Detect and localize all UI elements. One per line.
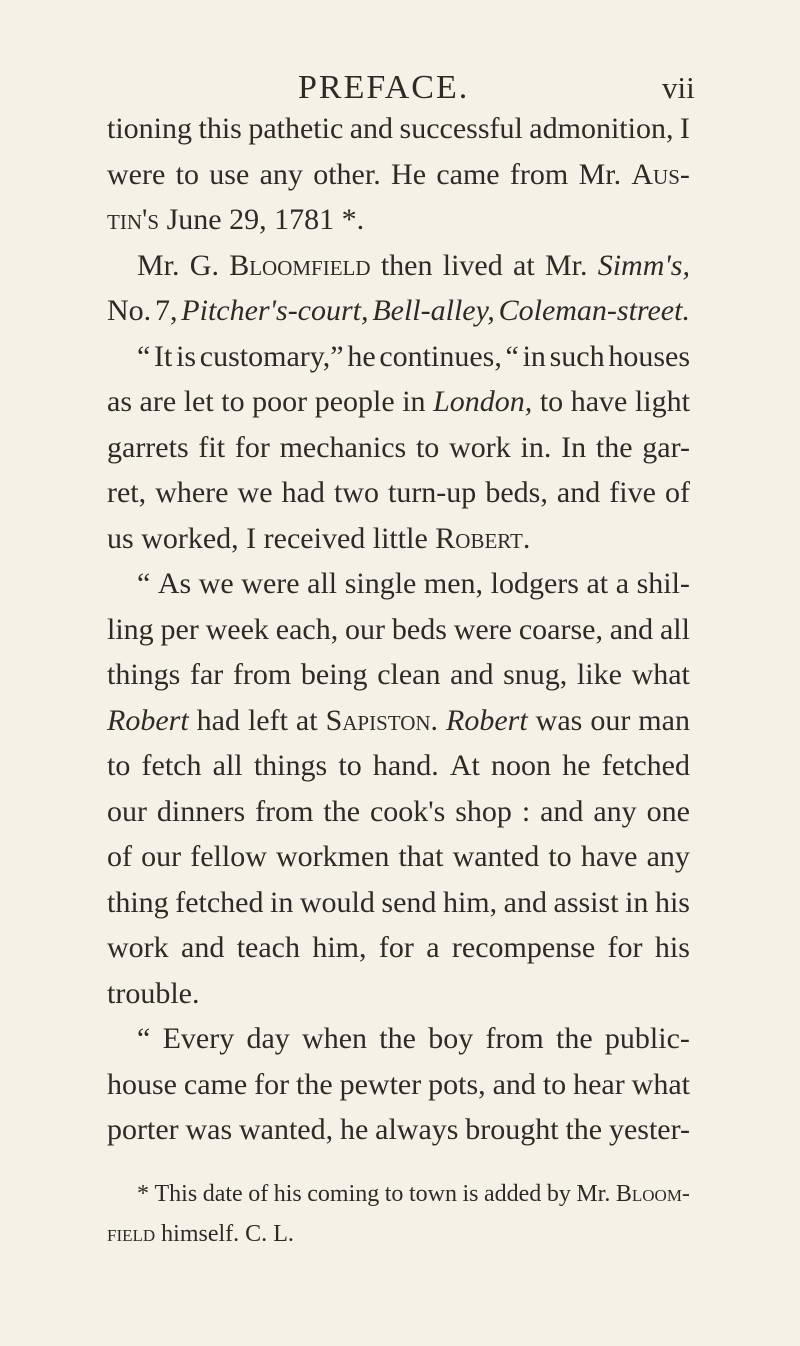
word: other. [313,157,381,191]
word: garrets [107,430,189,464]
text-line [107,561,690,607]
word: Robert [107,703,189,737]
word: poor [252,385,308,418]
word: work [107,931,169,964]
word: ret, [107,476,147,509]
word: received [263,521,366,555]
text-line [107,880,690,926]
word: at [586,567,609,600]
text-line [107,106,690,152]
text-line [107,334,690,380]
word: wanted, [238,1113,334,1146]
word: would [299,885,375,919]
word: and [450,658,494,691]
text-line [107,152,690,198]
word: public- [604,1022,690,1055]
word: of [107,840,132,873]
text-line [107,197,690,243]
word: five [609,476,656,509]
word: far [190,658,224,691]
word: Pitcher's-court, [181,294,369,327]
word: 7, [154,294,178,327]
word: man [638,703,690,737]
word: At [449,749,480,782]
word: “ [137,339,151,373]
word: us [107,521,134,555]
word: assist [553,885,619,919]
running-title: PREFACE. [298,69,470,106]
word: admonition, [529,112,674,145]
word: house [107,1067,177,1101]
word: lodgers [490,567,579,600]
word: always [375,1113,459,1146]
word: I [246,521,257,555]
word: himself. [161,1221,240,1247]
word: Robert [446,703,528,737]
word: teach [236,931,300,964]
word: were [453,612,512,646]
word: is [176,339,197,373]
word: beds [391,612,447,646]
word: any [259,157,303,191]
word: No. [107,294,152,327]
word: trouble. [107,976,200,1010]
word: lived [442,248,503,282]
word: all [212,749,243,782]
word: came [436,157,500,191]
word: where [155,476,229,509]
word: 1781 [274,203,335,236]
word: of [248,1181,269,1207]
word: and [540,794,584,828]
word: in [402,385,426,418]
word: he [347,339,376,373]
word: as [107,385,132,418]
word: town [408,1181,457,1207]
word: * [137,1181,149,1207]
page-number: vii [662,70,695,105]
text-line [107,789,690,835]
word: are [139,385,177,418]
text-line [107,1016,690,1062]
word: dinners [156,794,246,828]
word: tin's [107,203,160,236]
word: to [107,749,131,782]
word: what [631,1067,690,1101]
word: to [384,1181,404,1207]
text-line [107,971,690,1017]
word: recompense [451,931,596,964]
word: is [462,1181,479,1207]
word: : [521,794,531,828]
word: to [539,385,564,418]
text-line [107,243,690,289]
word: things [107,658,181,691]
word: have [570,385,628,418]
word: field [107,1221,156,1247]
text-line [107,607,690,653]
word: this [198,112,242,145]
word: people [314,385,395,418]
word: each, [275,612,339,646]
word: the [296,1067,333,1101]
word: noon [491,749,552,782]
word: coarse, [518,612,603,646]
word: the [379,1022,416,1055]
word: gar- [642,430,690,464]
word: the [565,1113,603,1146]
word: were [107,157,166,191]
word: in [270,885,294,919]
text-line [107,470,690,516]
word: in [522,339,546,373]
word: for [234,430,270,464]
word: boy [428,1022,474,1055]
word: had [281,476,325,509]
word: to [338,749,362,782]
word: coming [307,1181,380,1207]
word: any [646,840,690,873]
word: him, [312,931,367,964]
word: Bell-alley, [372,294,495,327]
word: shil- [636,567,690,600]
word: such [549,339,605,373]
word: little [372,521,428,555]
word: things [253,749,328,782]
word: then [380,248,433,282]
word: being [300,658,368,691]
text-line [107,288,690,334]
word: shop [455,794,512,828]
word: our [107,794,147,828]
word: of [664,476,690,509]
word: a [426,931,440,964]
word: came [183,1067,248,1101]
word: was [535,703,583,737]
word: I [679,112,690,145]
word: tioning [107,112,193,145]
word: the [323,794,361,828]
word: Mr. [137,248,180,282]
word: when [302,1022,368,1055]
word: This [154,1181,198,1207]
word: ling [107,612,154,646]
word: were [241,567,300,600]
word: our [141,840,182,873]
body-text [107,106,690,1153]
word: “ [137,1022,151,1055]
word: fetch [141,749,202,782]
word: “ [137,567,151,600]
word: wanted [452,840,540,873]
word: fetched [175,885,264,919]
text-line [107,516,690,562]
word: *. [341,203,365,236]
word: fetched [601,749,690,782]
word: he [562,749,591,782]
word: single [344,567,417,600]
word: London, [433,385,533,418]
word: to [415,430,440,464]
word: brought [465,1113,559,1146]
text-line [107,834,690,880]
word: hand. [372,749,439,782]
word: by [546,1181,571,1207]
word: from [509,157,569,191]
word: hear [573,1067,625,1101]
word: 29, [229,203,267,236]
word: In [561,430,587,464]
word: fellow [190,840,267,873]
word: successful [399,112,523,145]
word: our [345,612,386,646]
word: one [646,794,690,828]
word: had [196,703,240,737]
word: and [503,885,547,919]
word: Robert. [435,521,531,555]
running-head [0,68,800,108]
word: to [221,385,245,418]
word: we [237,476,273,509]
word: clean [377,658,441,691]
word: he [339,1113,369,1146]
word: have [580,840,638,873]
word: Mr. [578,157,622,191]
word: two [333,476,379,509]
word: we [198,567,234,600]
word: work [449,430,511,464]
word: the [556,1022,593,1055]
text-line [107,1107,690,1153]
word: “ [505,339,519,373]
word: what [631,658,690,691]
word: for [378,931,414,964]
word: pots, [428,1067,486,1101]
word: men, [423,567,484,600]
word: was [185,1113,233,1146]
word: all [659,612,690,646]
word: thing [107,885,169,919]
word: let [183,385,214,418]
word: left [247,703,288,737]
word: from [232,658,292,691]
word: for [607,931,643,964]
word: his [273,1181,302,1207]
text-line [107,925,690,971]
footnotes [107,1174,690,1254]
word: at [513,248,535,282]
footnote-line [107,1174,690,1214]
word: all [307,567,338,600]
word: continues, [379,339,502,373]
word: Mr. [544,248,588,282]
word: to [548,840,572,873]
text-line [107,1062,690,1108]
word: snug, [503,658,568,691]
word: workmen [276,840,390,873]
word: C. [245,1221,268,1247]
word: yester- [608,1113,690,1146]
word: from [485,1022,544,1055]
word: cook's [369,794,446,828]
word: fit [198,430,226,464]
word: customary,” [199,339,344,373]
word: Every [162,1022,235,1055]
word: that [398,840,444,873]
word: at [295,703,318,737]
word: our [590,703,631,737]
text-line [107,743,690,789]
word: and [181,931,225,964]
word: It [154,339,173,373]
word: He [391,157,427,191]
word: Bloomfield [229,248,371,282]
word: pathetic [248,112,344,145]
word: like [576,658,622,691]
word: for [254,1067,290,1101]
word: June [166,203,222,236]
word: his [654,885,690,919]
word: As [157,567,192,600]
word: Simm's, [597,248,690,282]
word: L. [273,1221,294,1247]
word: houses [608,339,690,373]
text-line [107,652,690,698]
word: Sapiston. [325,703,439,737]
word: and [609,612,654,646]
word: G. [189,248,219,282]
word: per [160,612,199,646]
word: and [556,476,601,509]
word: a [615,567,630,600]
word: Coleman-street. [498,294,690,327]
word: the [595,430,633,464]
word: send [381,885,437,919]
word: light [634,385,690,418]
word: mechanics [279,430,407,464]
word: pewter [339,1067,422,1101]
word: and [349,112,394,145]
word: him, [442,885,498,919]
word: Aus- [631,157,690,191]
word: any [593,794,637,828]
word: Mr. [576,1181,611,1207]
word: use [209,157,250,191]
text-line [107,379,690,425]
word: his [654,931,690,964]
word: week [205,612,269,646]
word: to [542,1067,567,1101]
word: date [202,1181,243,1207]
word: beds, [485,476,548,509]
text-line [107,698,690,744]
word: turn-up [387,476,477,509]
word: to [175,157,199,191]
footnote-line [107,1214,690,1254]
word: day [246,1022,290,1055]
word: in [625,885,649,919]
word: porter [107,1113,179,1146]
word: added [484,1181,542,1207]
word: from [255,794,314,828]
word: in. [520,430,552,464]
word: and [492,1067,536,1101]
text-line [107,425,690,471]
word: worked, [141,521,239,555]
word: Bloom- [615,1181,690,1207]
